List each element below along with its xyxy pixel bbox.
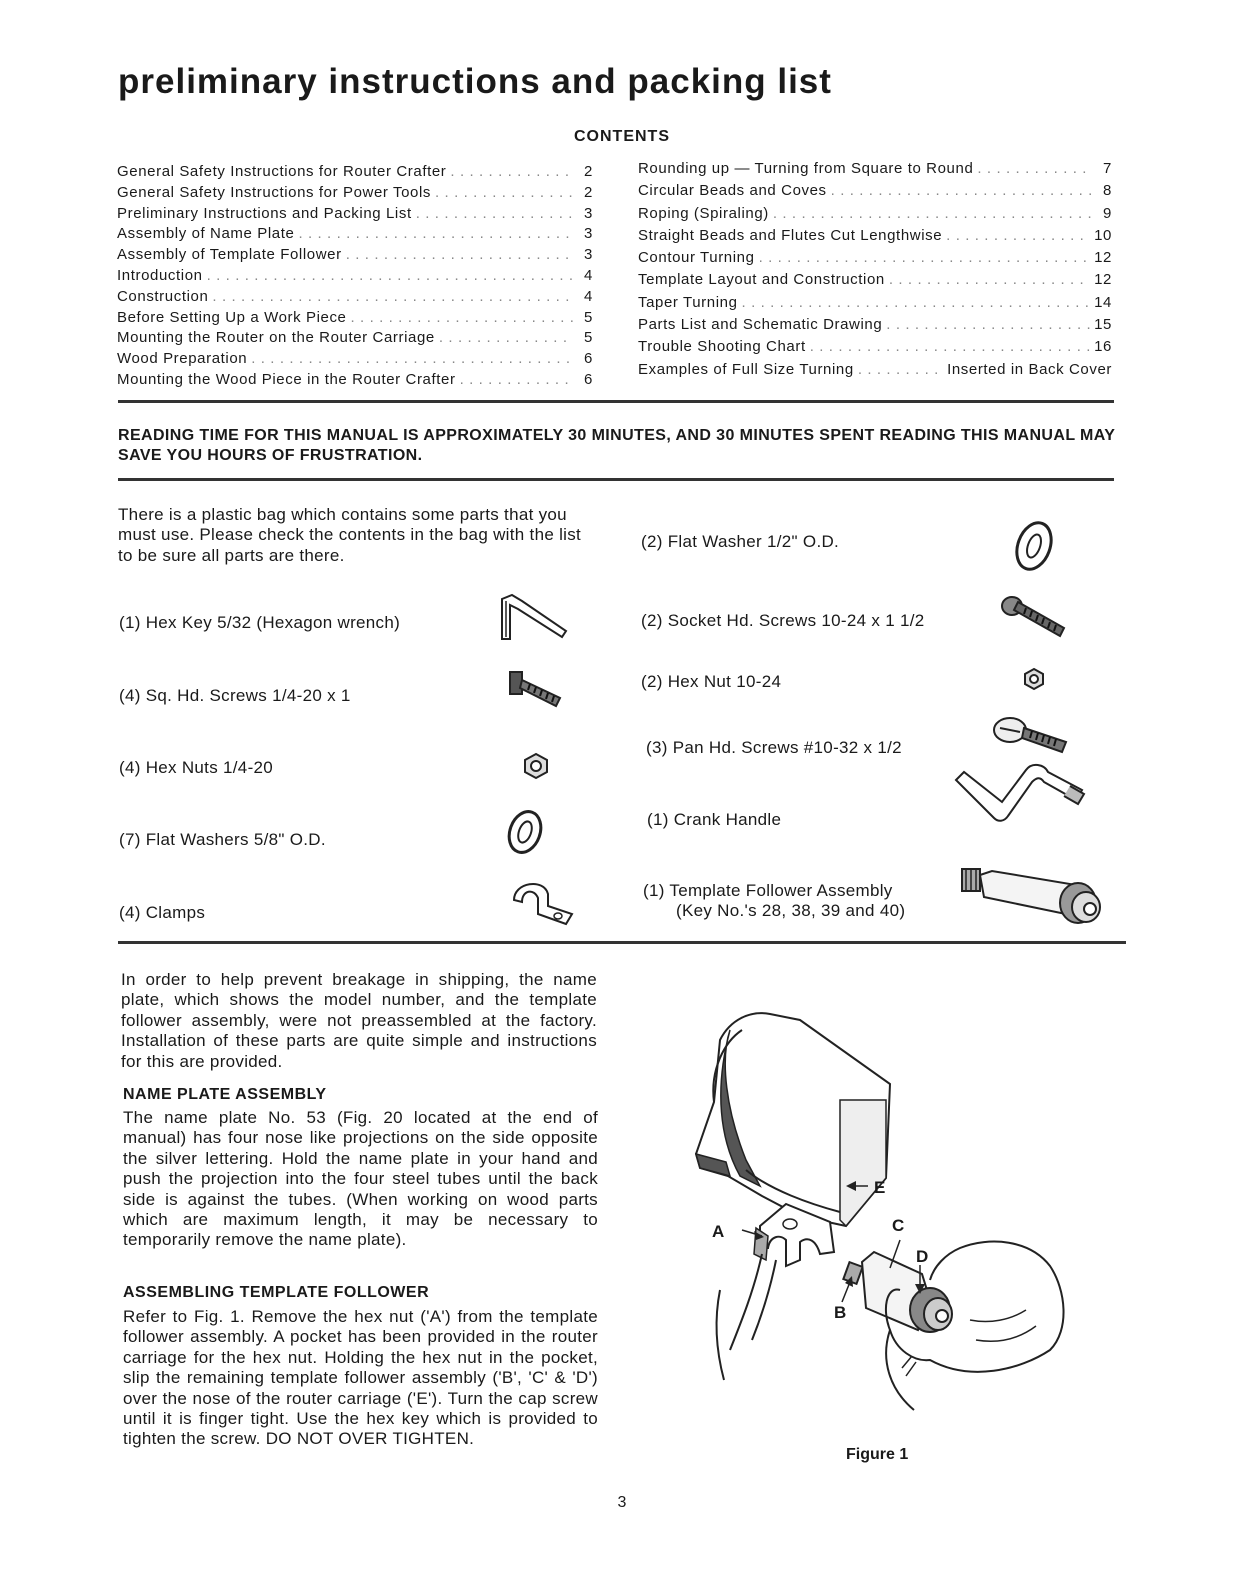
toc-entry: Contour Turning . . . 12	[638, 247, 1112, 269]
clamp-icon	[508, 874, 578, 926]
crank-handle-icon	[952, 756, 1092, 828]
name-plate-heading: NAME PLATE ASSEMBLY	[123, 1086, 327, 1103]
toc-entry: Introduction . . . 4	[117, 266, 593, 287]
toc-entry: Parts List and Schematic Drawing . . . 15	[638, 314, 1112, 336]
toc-entry: Wood Preparation . . . 6	[117, 349, 593, 370]
square-head-screw-icon	[506, 668, 568, 712]
toc-entry: Before Setting Up a Work Piece . . . 5	[117, 308, 593, 329]
part-template-follower-label: (1) Template Follower Assembly	[643, 881, 893, 900]
part-clamps: (4) Clamps	[119, 903, 206, 922]
template-follower-heading: ASSEMBLING TEMPLATE FOLLOWER	[123, 1284, 430, 1301]
pan-head-screw-icon	[990, 712, 1072, 756]
flat-washer-icon	[504, 807, 546, 857]
toc-right-column	[638, 158, 1112, 381]
part-pan-hd-screws: (3) Pan Hd. Screws #10-32 x 1/2	[646, 738, 902, 757]
part-flat-washer: (2) Flat Washer 1/2" O.D.	[641, 532, 840, 551]
part-hex-nut: (2) Hex Nut 10-24	[641, 672, 782, 691]
part-hex-key: (1) Hex Key 5/32 (Hexagon wrench)	[119, 613, 401, 632]
reading-time-warning: READING TIME FOR THIS MANUAL IS APPROXIMATELY 30 MINUTES, AND 30 MINUTES SPENT READING THIS MANUAL MAY SAVE YOU HOURS OF FRUSTRATION.	[118, 427, 1116, 464]
name-plate-text: The name plate No. 53 (Fig. 20 located at the end of manual) has four nose like projections on the side opposite the silver lettering. Hold the name plate in your hand and push the projection into the four steel tubes until the back side is against the tubes. (When working on wood parts which are maximum length, it may be necessary to temporarily remove the name plate).	[123, 1108, 598, 1250]
toc-entry: Taper Turning . . . 14	[638, 292, 1112, 314]
part-hex-nuts: (4) Hex Nuts 1/4-20	[119, 758, 274, 777]
toc-entry: Template Layout and Construction . . . 12	[638, 269, 1112, 291]
hex-nut-icon	[522, 752, 550, 780]
part-crank-handle: (1) Crank Handle	[647, 810, 782, 829]
flat-washer-icon	[1012, 518, 1056, 574]
toc-entry: Assembly of Template Follower . . . 3	[117, 245, 593, 266]
shipping-paragraph: In order to help prevent breakage in shipping, the name plate, which shows the model number, and the template follower assembly, were not preassembled at the factory. Installation of these parts are quite simple and instructions for this are provided.	[121, 970, 597, 1071]
figure-label-b: B	[834, 1303, 847, 1322]
toc-entry: Mounting the Router on the Router Carriage . . . 5	[117, 328, 593, 349]
contents-heading: CONTENTS	[574, 128, 670, 145]
toc-left-column	[117, 162, 593, 391]
toc-entry: Preliminary Instructions and Packing List . . . 3	[117, 204, 593, 225]
figure-caption: Figure 1	[846, 1446, 909, 1463]
toc-entry: Construction . . . 4	[117, 287, 593, 308]
toc-entry: Assembly of Name Plate . . . 3	[117, 224, 593, 245]
divider	[118, 941, 1126, 944]
bag-intro: There is a plastic bag which contains some parts that you must use. Please check the contents in the bag with the list to be sure all parts are there.	[118, 505, 582, 565]
part-sq-hd-screws: (4) Sq. Hd. Screws 1/4-20 x 1	[119, 686, 351, 705]
figure-label-e: E	[874, 1178, 886, 1197]
template-follower-icon	[958, 857, 1110, 929]
hex-nut-icon	[1022, 667, 1046, 691]
toc-entry: General Safety Instructions for Power Tools . . . 2	[117, 183, 593, 204]
socket-head-screw-icon	[998, 592, 1070, 640]
toc-entry: Examples of Full Size Turning . . . Inserted in Back Cover	[638, 359, 1112, 381]
divider	[118, 478, 1114, 481]
part-flat-washers: (7) Flat Washers 5/8" O.D.	[119, 830, 326, 849]
part-template-follower	[643, 881, 905, 921]
toc-entry: Roping (Spiraling) . . . 9	[638, 203, 1112, 225]
toc-entry: Straight Beads and Flutes Cut Lengthwise . . . 10	[638, 225, 1112, 247]
figure-1-illustration	[690, 990, 1090, 1430]
toc-entry: General Safety Instructions for Router Crafter . . . 2	[117, 162, 593, 183]
template-follower-text: Refer to Fig. 1. Remove the hex nut ('A') from the template follower assembly. A pocket has been provided in the router carriage for the hex nut. Holding the hex nut in the pocket, slip the remaining template follower assembly ('B', 'C' & 'D') over the nose of the router carriage ('E'). Turn the cap screw until it is finger tight. Use the hex key which is provided to tighten the screw. DO NOT OVER TIGHTEN.	[123, 1307, 598, 1449]
part-socket-hd-screws: (2) Socket Hd. Screws 10-24 x 1 1/2	[641, 611, 925, 630]
divider	[118, 400, 1114, 403]
page-number: 3	[617, 1494, 627, 1511]
toc-entry: Mounting the Wood Piece in the Router Crafter . . . 6	[117, 370, 593, 391]
figure-label-c: C	[892, 1216, 905, 1235]
hex-key-icon	[496, 593, 572, 643]
part-template-follower-keys: (Key No.'s 28, 38, 39 and 40)	[676, 901, 906, 920]
toc-entry: Trouble Shooting Chart . . . 16	[638, 336, 1112, 358]
figure-label-a: A	[712, 1222, 725, 1241]
toc-entry: Circular Beads and Coves . . . 8	[638, 180, 1112, 202]
page-title: preliminary instructions and packing list	[118, 62, 832, 101]
toc-entry: Rounding up — Turning from Square to Round . . . 7	[638, 158, 1112, 180]
figure-label-d: D	[916, 1247, 929, 1266]
